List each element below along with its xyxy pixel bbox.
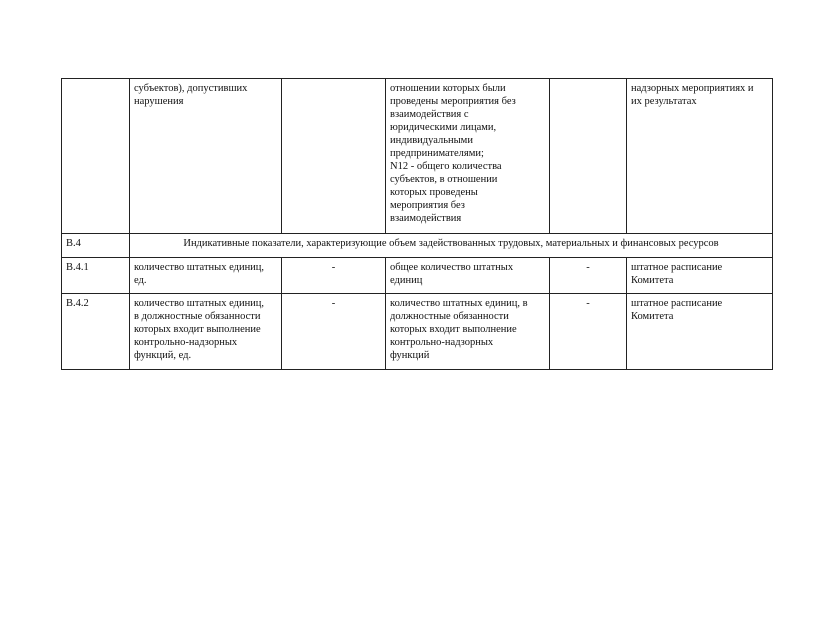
source-cell (627, 294, 773, 370)
cell-text-line: функций, ед. (134, 350, 192, 361)
target-cell: - (550, 258, 627, 294)
cell-text-line: N12 - общего количества (390, 161, 502, 172)
value-cell: - (282, 258, 386, 294)
cell-text-line: должностные обязанности (390, 311, 509, 322)
cell-text-line: индивидуальными (390, 135, 473, 146)
cell-text-line: взаимодействия с (390, 109, 469, 120)
cell-text-line: мероприятия без (390, 200, 465, 211)
table-row (62, 294, 773, 370)
section-code: В.4 (62, 234, 130, 258)
cell-text-line: общее количество штатных (390, 262, 514, 273)
cell-text-line: ед. (134, 275, 147, 286)
cell-text-line: штатное расписание (631, 262, 723, 273)
indicator-code: В.4.1 (62, 258, 130, 294)
cell-text-line: проведены мероприятия без (390, 96, 516, 107)
cell-text-line: субъектов, в отношении (390, 174, 498, 185)
cell-text-line: в должностные обязанности (134, 311, 261, 322)
cell-text-line: контрольно-надзорных (390, 337, 494, 348)
indicator-name-cell (130, 294, 282, 370)
indicators-table (61, 78, 773, 370)
formula-cell (386, 294, 550, 370)
target-cell-empty (550, 79, 627, 234)
cell-text-line: количество штатных единиц, в (390, 298, 528, 309)
cell-text-line: отношении которых были (390, 83, 506, 94)
formula-cell (386, 258, 550, 294)
cell-text-line: нарушения (134, 96, 184, 107)
source-cell (627, 79, 773, 234)
indicator-name-cell (130, 258, 282, 294)
target-cell: - (550, 294, 627, 370)
cell-text-line: контрольно-надзорных (134, 337, 238, 348)
cell-text-line: функций (390, 350, 430, 361)
table-row (62, 258, 773, 294)
section-title: Индикативные показатели, характеризующие объем задействованных трудовых, материальных и финансовых ресурсов (130, 234, 773, 258)
cell-text-line: предпринимателями; (390, 148, 484, 159)
table-row-continuation (62, 79, 773, 234)
cell-text-line: Комитета (631, 275, 674, 286)
formula-cell (386, 79, 550, 234)
cell-text-line: штатное расписание (631, 298, 723, 309)
table-row-section (62, 234, 773, 258)
cell-text-line: субъектов), допустивших (134, 83, 248, 94)
cell-text-line: юридическими лицами, (390, 122, 497, 133)
cell-text-line: которых входит выполнение (134, 324, 261, 335)
value-cell: - (282, 294, 386, 370)
indicator-name-cell (130, 79, 282, 234)
source-cell (627, 258, 773, 294)
cell-text-line: количество штатных единиц, (134, 298, 265, 309)
cell-text-line: их результатах (631, 96, 697, 107)
indicator-code: В.4.2 (62, 294, 130, 370)
code-cell-empty (62, 79, 130, 234)
cell-text-line: которых проведены (390, 187, 478, 198)
cell-text-line: которых входит выполнение (390, 324, 517, 335)
cell-text-line: количество штатных единиц, (134, 262, 265, 273)
cell-text-line: взаимодействия (390, 213, 462, 224)
cell-text-line: надзорных мероприятиях и (631, 83, 754, 94)
cell-text-line: Комитета (631, 311, 674, 322)
value-cell-empty (282, 79, 386, 234)
cell-text-line: единиц (390, 275, 423, 286)
